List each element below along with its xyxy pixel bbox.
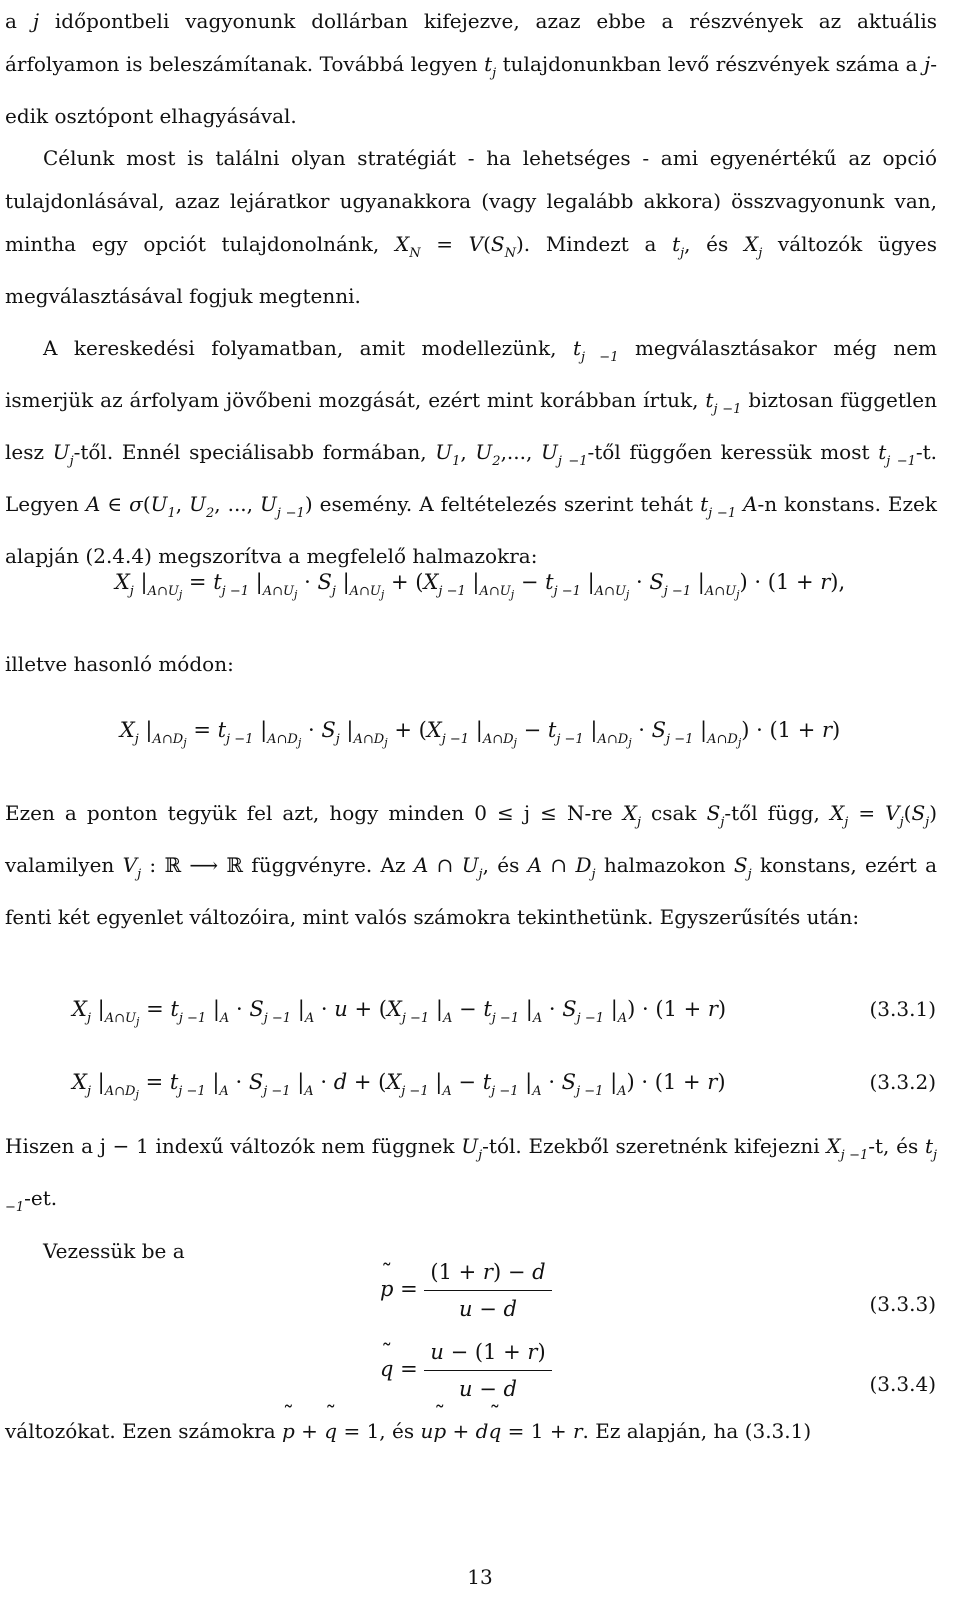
- equation-number-3-3-3: (3.3.3): [869, 1292, 936, 1316]
- goal-text: Célunk most is találni olyan stratégiát - ha lehetséges - ami egyenértékű az opció tulajdonlásával, azaz lejáratkor ugyanakkora (vagy legalább akkora) összvagyonunk van, mintha egy opciót tulajdonolnánk,: [5, 146, 937, 256]
- trading-text-3: biztosan független lesz: [5, 388, 938, 464]
- equation-down: $X_j$ $|_{A\cap D_j} = t_{j -1}$ $|_{A\cap D_j} \cdot S_j$ $|_{A\cap D_j} + (X_{j -1}$ $|_{A\cap D_j} - t_{j -1}$ $|_{A\cap D_j} \cdot S_{j -1}$ $|_{A\cap D_j}) \cdot (1 + r)$: [119, 718, 841, 749]
- equation-number-3-3-2: (3.3.2): [869, 1070, 936, 1094]
- similarly-text: illetve hasonló módon:: [5, 652, 234, 676]
- goal-text-2: Mindezt a: [545, 232, 657, 256]
- trading-text-4: -től. Ennél speciálisabb formában,: [73, 440, 427, 464]
- paragraph-variables: változókat. Ezen számokra ˜ p + ˜ q = 1, és u˜ p + d˜ q = 1 + r. Ez alapján, ha (3.3.1): [5, 1410, 937, 1453]
- variables-text-3: Ez alapján, ha (3.3.1): [595, 1419, 812, 1443]
- paragraph-similarly: [5, 643, 937, 686]
- trading-text-1: A kereskedési folyamatban, amit modellezünk,: [43, 336, 557, 360]
- index-text-4: -et.: [24, 1186, 58, 1210]
- page-number: 13: [467, 1565, 493, 1589]
- assumption-text-2: csak: [651, 801, 697, 825]
- paragraph-assumption: Ezen a ponton tegyük fel azt, hogy minden 0 ≤ j ≤ N-re $X_j$ csak $S_j$-től függ, $X_j = V_j(S_j)$ valamilyen $V_j$ : ℝ ⟶ ℝ függvényre. Az A ∩ $U_j$, és A ∩ $D_j$ halmazokon $S_j$ konstans, ezért a fenti két egyenlet változóira, mint valós számokra tekinthetünk. Egyszerűsítés után:: [5, 801, 938, 929]
- goal-text-4: változók ügyes megválasztásával fogjuk megtenni.: [5, 232, 938, 308]
- assumption-text-4: valamilyen: [5, 853, 115, 877]
- fraction-p: $\frac{(1 + r) - d}{u - d}$: [424, 1260, 551, 1321]
- fraction-q: $\frac{u - (1 + r)}{u - d}$: [424, 1340, 551, 1401]
- assumption-text-5: függvényre. Az: [251, 853, 406, 877]
- paragraph-index: Hiszen a j − 1 indexű változók nem függnek $U_j$-tól. Ezekből szeretnénk kifejezni $X_{j -1}-t$, és $t_{j -1}-et$.: [5, 1134, 938, 1215]
- equation-number-3-3-4: (3.3.4): [869, 1372, 936, 1396]
- introduce-text: Vezessük be a: [43, 1239, 185, 1263]
- document-page: a j időpontbeli vagyonunk dollárban kifejezve, azaz ebbe a részvények az aktuális árfolyamon is beleszámítanak. Továbbá legyen $t_j$ tulajdonunkban levő részvények száma a j-edik osztópont elhagyásával. Célunk most is találni olyan stratégiát - ha lehetséges - ami egyenértékű az opció tulajdonlásával, azaz lejáratkor ugyanakkora (vagy legalább akkora) összvagyonunk van, mintha egy opciót tulajdonolnánk, $X_N = V(S_N)$. Mindezt a $t_j$, és $X_j$ változók ügyes megválasztásával fogjuk megtenni. A kereskedési folyamatban, amit modellezünk, $t_{j -1}$ megválasztásakor még nem ismerjük az árfolyam jövőbeni mozgását, ezért mint korábban írtuk, $t_{j -1}$ biztosan független lesz $U_j$-től. Ennél speciálisabb formában, $U_1$, $U_2$,..., $U_{j -1}$-től függően keressük most $t_{j -1}-t$. Legyen A ∈ $\sigma(U_1$, $U_2$, ..., $U_{j -1}$) esemény. A feltételezés szerint tehát $t_{j -1}$ A-n konstans. Ezek alapján (2.4.4) megszorítva a megfelelő halmazokra: $X_j$ $|_{A\cap U_j} = t_{j -1}$ $|_{A\cap U_j} \cdot S_j$ $|_{A\cap U_j} + (X_{j -1}$ $|_{A\cap U_j} - t_{j -1}$ $|_{A\cap U_j} \cdot S_{j -1}$ $|_{A\cap U_j}) \cdot (1 + r)$, illetve hasonló módon: $X_j$ $|_{A\cap D_j} = t_{j -1}$ $|_{A\cap D_j} \cdot S_j$ $|_{A\cap D_j} + (X_{j -1}$ $|_{A\cap D_j} - t_{j -1}$ $|_{A\cap D_j} \cdot S_{j -1}$ $|_{A\cap D_j}) \cdot (1 + r)$ Ezen a ponton tegyük fel azt, hogy minden 0 ≤ j ≤ N-re $X_j$ csak $S_j$-től függ, $X_j = V_j(S_j)$ valamilyen $V_j$ : ℝ ⟶ ℝ függvényre. Az A ∩ $U_j$, és A ∩ $D_j$ halmazokon $S_j$ konstans, ezért a fenti két egyenlet változóira, mint valós számokra tekinthetünk. Egyszerűsítés után: $X_j$ $|_{A\cap U_j} = t_{j -1}$ $|_A \cdot S_{j -1}$ $|_A \cdot u + (X_{j -1}$ $|_A - t_{j -1}$ $|_A \cdot S_{j -1}$ $|_A) \cdot (1 + r)$ (3.3.1) $X_j$ $|_{A\cap D_j} = t_{j -1}$ $|_A \cdot S_{j -1}$ $|_A \cdot d + (X_{j -1}$ $|_A - t_{j -1}$ $|_A \cdot S_{j -1}$ $|_A) \cdot (1 + r)$ (3.3.2) Hiszen a j − 1 indexű változók nem függnek $U_j$-tól. Ezekből szeretnénk kifejezni $X_{j -1}-t$, és $t_{j -1}-et$. Vezessük be a ˜ p = $\frac{(1 + r) - d}{u - d}$ (3.3.3) ˜ q = $\frac{u - (1 + r)}{u - d}$ (3.3.4) változókat. Ezen számokra ˜ p + ˜ q = 1, és u˜ p + d˜ q = 1 + r. Ez alapján, ha (3.3.1) 13: [0, 0, 960, 1609]
- trading-text-5: -től függően keressük most: [587, 440, 870, 464]
- variables-text-2: , és: [379, 1419, 415, 1443]
- assumption-text-1: Ezen a ponton tegyük fel azt, hogy minden 0 ≤ j ≤ N-re: [5, 801, 613, 825]
- trading-text-6: -t. Legyen: [5, 440, 938, 516]
- equation-up: $X_j$ $|_{A\cap U_j} = t_{j -1}$ $|_{A\cap U_j} \cdot S_j$ $|_{A\cap U_j} + (X_{j -1}$ $|_{A\cap U_j} - t_{j -1}$ $|_{A\cap U_j} \cdot S_{j -1}$ $|_{A\cap U_j}) \cdot (1 + r)$,: [114, 570, 846, 601]
- assumption-text-6: , és: [482, 853, 520, 877]
- index-text-1: Hiszen a j − 1 indexű változók nem függnek: [5, 1134, 455, 1158]
- equation-number-3-3-1: (3.3.1): [869, 997, 936, 1021]
- paragraph-intro: a j időpontbeli vagyonunk dollárban kifejezve, azaz ebbe a részvények az aktuális árfolyamon is beleszámítanak. Továbbá legyen $t_j$ tulajdonunkban levő részvények száma a j-edik osztópont elhagyásával.: [5, 9, 937, 128]
- index-text-2: -tól. Ezekből szeretnénk kifejezni: [482, 1134, 820, 1158]
- paragraph-trading: A kereskedési folyamatban, amit modellezünk, $t_{j -1}$ megválasztásakor még nem ismerjük az árfolyam jövőbeni mozgását, ezért mint korábban írtuk, $t_{j -1}$ biztosan független lesz $U_j$-től. Ennél speciálisabb formában, $U_1$, $U_2$,..., $U_{j -1}$-től függően keressük most $t_{j -1}-t$. Legyen A ∈ $\sigma(U_1$, $U_2$, ..., $U_{j -1}$) esemény. A feltételezés szerint tehát $t_{j -1}$ A-n konstans. Ezek alapján (2.4.4) megszorítva a megfelelő halmazokra:: [5, 336, 938, 568]
- assumption-text-3: -től függ,: [724, 801, 820, 825]
- index-text-3: -t, és: [868, 1134, 919, 1158]
- trading-text-7: esemény. A feltételezés szerint tehát: [319, 492, 694, 516]
- variables-text-1: változókat. Ezen számokra: [5, 1419, 276, 1443]
- goal-text-3: , és: [684, 232, 729, 256]
- trading-text-2: megválasztásakor még nem ismerjük az árfolyam jövőbeni mozgását, ezért mint korábban írtuk,: [5, 336, 937, 412]
- trading-text-8: -n konstans. Ezek alapján (2.4.4) megszorítva a megfelelő halmazokra:: [5, 492, 937, 568]
- assumption-text-8: konstans, ezért a fenti két egyenlet változóira, mint valós számokra tekinthetünk. Egyszerűsítés után:: [5, 853, 938, 929]
- assumption-text-7: halmazokon: [603, 853, 726, 877]
- paragraph-goal: Célunk most is találni olyan stratégiát - ha lehetséges - ami egyenértékű az opció tulajdonlásával, azaz lejáratkor ugyanakkora (vagy legalább akkora) összvagyonunk van, mintha egy opciót tulajdonolnánk, $X_N = V(S_N)$. Mindezt a $t_j$, és $X_j$ változók ügyes megválasztásával fogjuk megtenni.: [5, 146, 938, 308]
